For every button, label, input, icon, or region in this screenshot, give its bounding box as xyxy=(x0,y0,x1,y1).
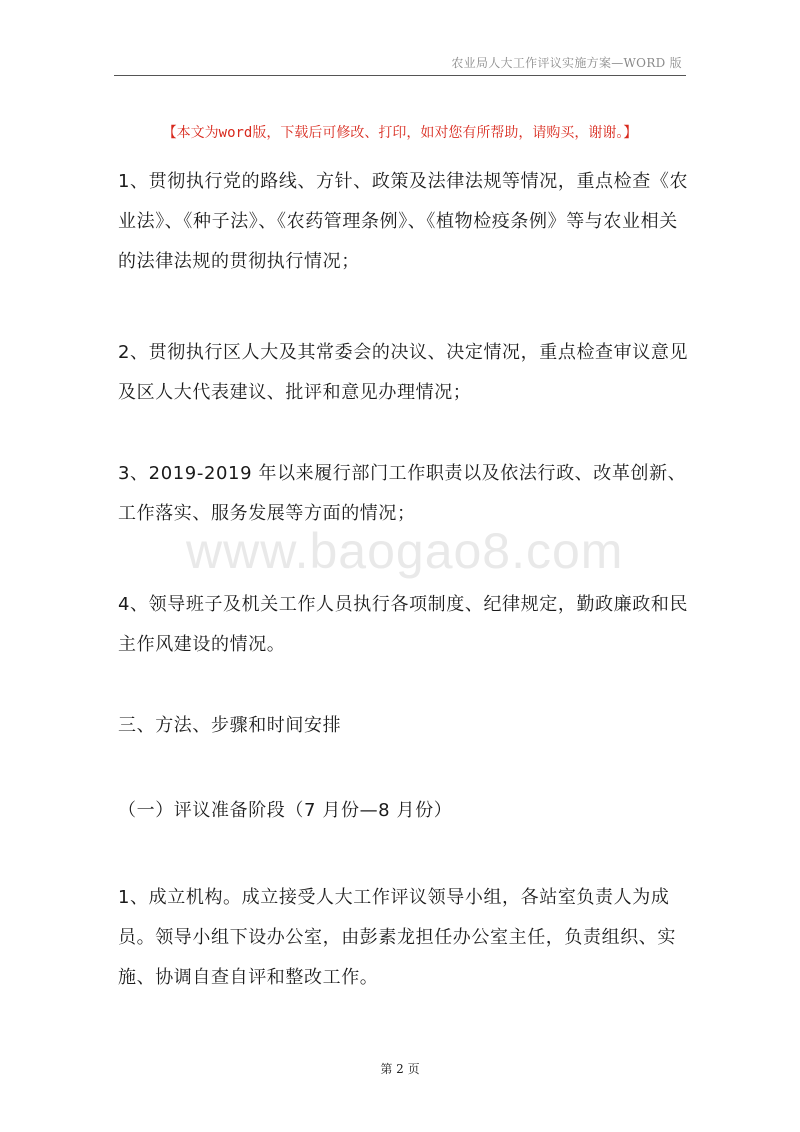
running-header: 农业局人大工作评议实施方案—WORD 版 xyxy=(451,56,682,70)
subsection-heading-preparation: （一）评议准备阶段（7 月份—8 月份） xyxy=(118,800,453,821)
paragraph-item-3: 3、2019-2019 年以来履行部门工作职责以及依法行政、改革创新、工作落实、服务发展等方面的情况； xyxy=(118,463,687,524)
section-heading-methods: 三、方法、步骤和时间安排 xyxy=(118,715,342,736)
paragraph-item-2: 2、贯彻执行区人大及其常委会的决议、决定情况，重点检查审议意见及区人大代表建议、批评和意见办理情况； xyxy=(118,342,689,403)
purchase-notice: 【本文为word版，下载后可修改、打印，如对您有所帮助，请购买，谢谢。】 xyxy=(162,125,638,141)
paragraph-item-4: 4、领导班子及机关工作人员执行各项制度、纪律规定，勤政廉政和民主作风建设的情况。 xyxy=(118,594,689,655)
site-watermark: www.baogao8.com xyxy=(186,523,624,579)
paragraph-establish-organization: 1、成立机构。成立接受人大工作评议领导小组，各站室负责人为成员。领导小组下设办公室，由彭素龙担任办公室主任，负责组织、实施、协调自查自评和整改工作。 xyxy=(118,887,676,988)
paragraph-item-1: 1、贯彻执行党的路线、方针、政策及法律法规等情况，重点检查《农业法》、《种子法》、《农药管理条例》、《植物检疫条例》等与农业相关的法律法规的贯彻执行情况； xyxy=(118,171,689,272)
page-number: 第 2 页 xyxy=(380,1062,420,1076)
header-divider xyxy=(114,75,686,76)
